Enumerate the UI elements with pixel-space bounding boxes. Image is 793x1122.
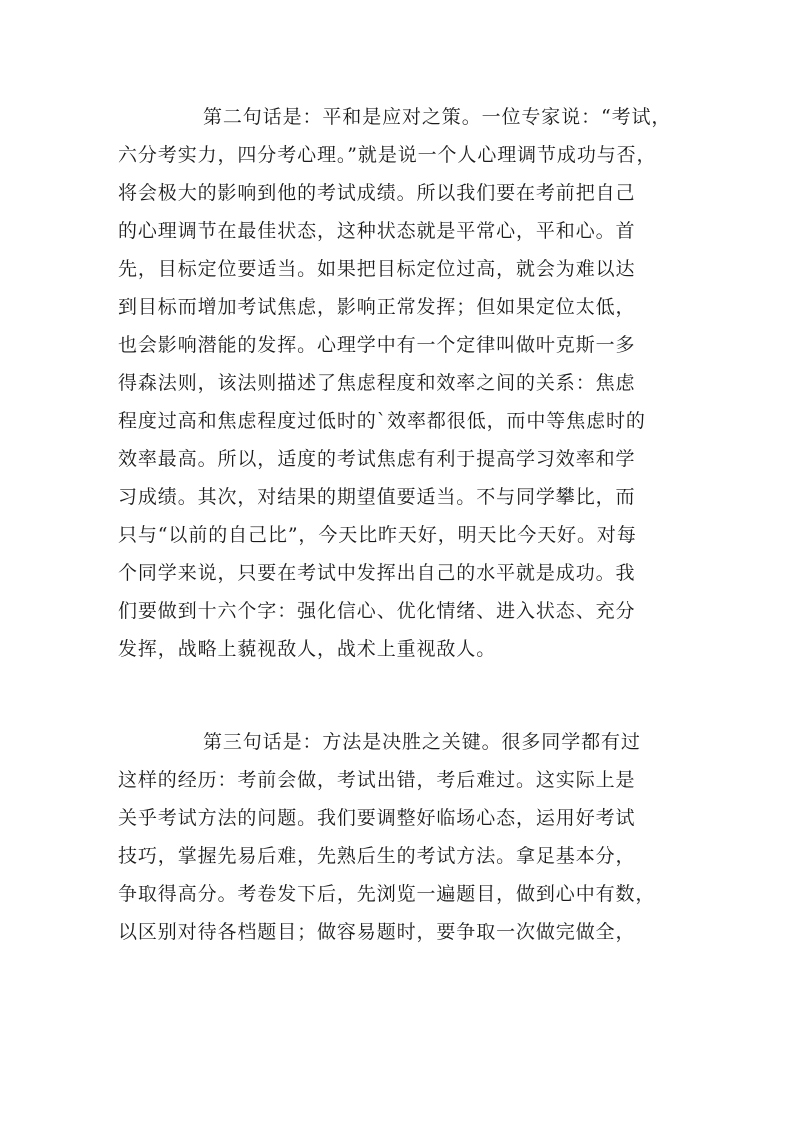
paragraph-1-line-4: 的心理调节在最佳状态，这种状态就是平常心，平和心。首 <box>118 220 636 242</box>
paragraph-1-line-7: 也会影响潜能的发挥。心理学中有一个定律叫做叶克斯一多 <box>118 334 636 356</box>
paragraph-1-line-12: 只与“以前的自己比”，今天比昨天好，明天比今天好。对每 <box>118 524 637 546</box>
paragraph-1-line-8: 得森法则，该法则描述了焦虑程度和效率之间的关系：焦虑 <box>118 372 636 394</box>
paragraph-1-line-1: 第二句话是：平和是应对之策。一位专家说：“考试， <box>203 106 672 128</box>
paragraph-2-line-2: 这样的经历：考前会做，考试出错，考后难过。这实际上是 <box>118 769 636 791</box>
paragraph-1-line-11: 习成绩。其次，对结果的期望值要适当。不与同学攀比，而 <box>118 486 636 508</box>
paragraph-2-line-1: 第三句话是：方法是决胜之关键。很多同学都有过 <box>203 731 641 753</box>
paragraph-1-line-3: 将会极大的影响到他的考试成绩。所以我们要在考前把自己 <box>118 182 636 204</box>
paragraph-2-line-3: 关乎考试方法的问题。我们要调整好临场心态，运用好考试 <box>118 807 636 829</box>
paragraph-1-line-6: 到目标而增加考试焦虑，影响正常发挥；但如果定位太低， <box>118 296 636 318</box>
paragraph-1-line-13: 个同学来说，只要在考试中发挥出自己的水平就是成功。我 <box>118 562 636 584</box>
paragraph-2-line-5: 争取得高分。考卷发下后，先浏览一遍题目，做到心中有数， <box>118 883 656 905</box>
paragraph-1-line-5: 先，目标定位要适当。如果把目标定位过高，就会为难以达 <box>118 258 636 280</box>
paragraph-2-line-4: 技巧，掌握先易后难，先熟后生的考试方法。拿足基本分， <box>118 845 636 867</box>
paragraph-2-line-6: 以区别对待各档题目；做容易题时，要争取一次做完做全， <box>118 921 636 943</box>
paragraph-1-line-15: 发挥，战略上藐视敌人，战术上重视敌人。 <box>118 638 497 660</box>
paragraph-1-line-9: 程度过高和焦虑程度过低时的`效率都很低，而中等焦虑时的 <box>118 410 646 432</box>
paragraph-1-line-10: 效率最高。所以，适度的考试焦虑有利于提高学习效率和学 <box>118 448 636 470</box>
paragraph-1-line-14: 们要做到十六个字：强化信心、优化情绪、进入状态、充分 <box>118 600 636 622</box>
paragraph-1-line-2: 六分考实力，四分考心理。”就是说一个人心理调节成功与否， <box>118 144 657 166</box>
